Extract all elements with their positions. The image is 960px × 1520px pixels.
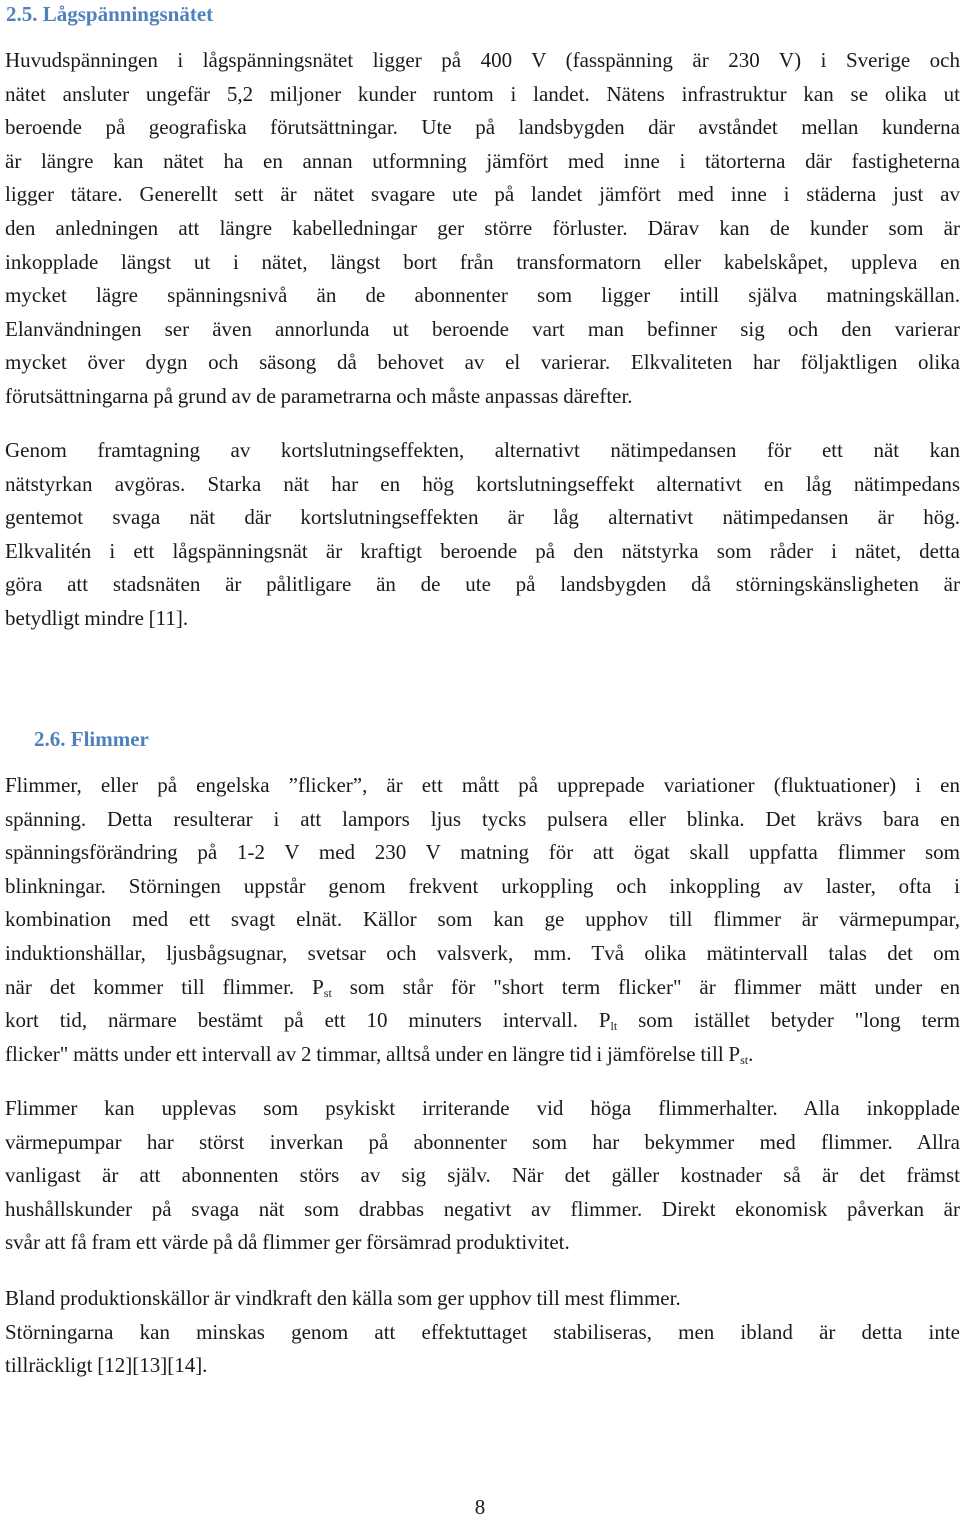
- text-line-last: [5, 1038, 960, 1072]
- text-line: spänningsförändring på 1-2 V med 230 V matning för att ögat skall uppfatta flimmer som: [5, 840, 960, 865]
- section-heading-flimmer: 2.6. Flimmer: [34, 727, 149, 751]
- text-line: ligger tätare. Generellt sett är nätet svagare ute på landet jämfört med inne i städerna just av: [5, 182, 960, 207]
- text-segment: som står för "short term flicker" är flimmer mätt under en: [331, 974, 960, 999]
- page-number: 8: [474, 1495, 486, 1519]
- text-line: den anledningen att längre kabelledningar ger större förluster. Därav kan de kunder som är: [5, 215, 960, 240]
- text-line: Bland produktionskällor är vindkraft den källa som ger upphov till mest flimmer.: [5, 1286, 681, 1310]
- text-segment: .: [748, 1041, 754, 1066]
- paragraph-lagspanning-2: [5, 434, 960, 636]
- text-segment: som istället betyder "long term: [617, 1008, 960, 1033]
- text-line: kombination med ett svagt elnät. Källor som kan ge upphov till flimmer är värmepumpar,: [5, 907, 960, 932]
- text-line: förutsättningarna på grund av de parametrarna och måste anpassas därefter.: [5, 383, 633, 408]
- subscript-st: st: [740, 1052, 749, 1067]
- subscript-st: st: [323, 985, 332, 1000]
- text-line: blinkningar. Störningen uppstår genom frekvent urkoppling och inkoppling av laster, ofta i: [5, 873, 960, 898]
- text-segment: flicker" mätts under ett intervall av 2 timmar, alltså under en längre tid i jämförelse till P: [5, 1041, 741, 1066]
- text-line: värmepumpar har störst inverkan på abonnenter som har bekymmer med flimmer. Allra: [5, 1129, 960, 1154]
- text-line: gentemot svaga nät där kortslutningseffekten är låg alternativt nätimpedansen är hög.: [5, 505, 960, 530]
- text-line: spänning. Detta resulterar i att lampors ljus tycks pulsera eller blinka. Det krävs bara en: [5, 806, 960, 831]
- subscript-lt: lt: [610, 1019, 618, 1034]
- text-line: mycket över dygn och säsong då behovet av el varierar. Elkvaliteten har följaktligen olika: [5, 350, 960, 375]
- text-line: mycket lägre spänningsnivå än de abonnenter som ligger intill själva matningskällan.: [5, 283, 960, 308]
- paragraph-flimmer-3: [5, 1282, 960, 1383]
- text-line: Flimmer kan upplevas som psykiskt irriterande vid höga flimmerhalter. Alla inkopplade: [5, 1096, 960, 1120]
- text-line: Störningarna kan minskas genom att effektuttaget stabiliseras, men ibland är detta inte: [5, 1319, 960, 1344]
- text-line-pst: [5, 971, 960, 1005]
- text-line: Elkvalitén i ett lågspänningsnät är kraftigt beroende på den nätstyrka som råder i nätet, detta: [5, 538, 960, 563]
- text-line: är längre kan nätet ha en annan utformning jämfört med inne i tätorterna där fastigheterna: [5, 148, 960, 173]
- text-line-plt: [5, 1004, 960, 1038]
- text-line: Genom framtagning av kortslutningseffekten, alternativt nätimpedansen för ett nät kan: [5, 438, 960, 462]
- text-line: vanligast är att abonnenten störs av sig själv. När det gäller kostnader så är det främst: [5, 1163, 960, 1188]
- text-line: tillräckligt [12][13][14].: [5, 1353, 208, 1378]
- text-line: betydligt mindre [11].: [5, 605, 189, 630]
- text-line: induktionshällar, ljusbågsugnar, svetsar och valsverk, mm. Två olika mätintervall talas det om: [5, 940, 960, 965]
- text-line: nätet ansluter ungefär 5,2 miljoner kunder runtom i landet. Nätens infrastruktur kan se olika ut: [5, 81, 960, 106]
- text-line: beroende på geografiska förutsättningar. Ute på landsbygden där avståndet mellan kunderna: [5, 115, 960, 140]
- text-line: nätstyrkan avgöras. Starka nät har en hög kortslutningseffekt alternativt en låg nätimpedans: [5, 471, 960, 496]
- text-line: Elanvändningen ser även annorlunda ut beroende vart man befinner sig och den varierar: [5, 316, 960, 341]
- text-line: svår att få fram ett värde på då flimmer ger försämrad produktivitet.: [5, 1230, 570, 1255]
- paragraph-lagspanning-1: [5, 44, 960, 414]
- text-line: hushållskunder på svaga nät som drabbas negativt av flimmer. Direkt ekonomisk påverkan är: [5, 1196, 960, 1221]
- text-segment: kort tid, närmare bestämt på ett 10 minuters intervall. P: [5, 1008, 611, 1033]
- paragraph-flimmer-1: [5, 769, 960, 1071]
- text-segment: när det kommer till flimmer. P: [5, 974, 324, 999]
- text-line: inkopplade längst ut i nätet, längst bort från transformatorn eller kabelskåpet, uppleva en: [5, 249, 960, 274]
- text-line: Huvudspänningen i lågspänningsnätet ligger på 400 V (fasspänning är 230 V) i Sverige och: [5, 48, 960, 72]
- paragraph-flimmer-2: [5, 1092, 960, 1260]
- section-heading-lagspanningsnatet: 2.5. Lågspänningsnätet: [6, 2, 214, 26]
- text-line: Flimmer, eller på engelska ”flicker”, är ett mått på upprepade variationer (fluktuationer) i en: [5, 773, 960, 797]
- text-line: göra att stadsnäten är pålitligare än de ute på landsbygden då störningskänsligheten är: [5, 572, 960, 597]
